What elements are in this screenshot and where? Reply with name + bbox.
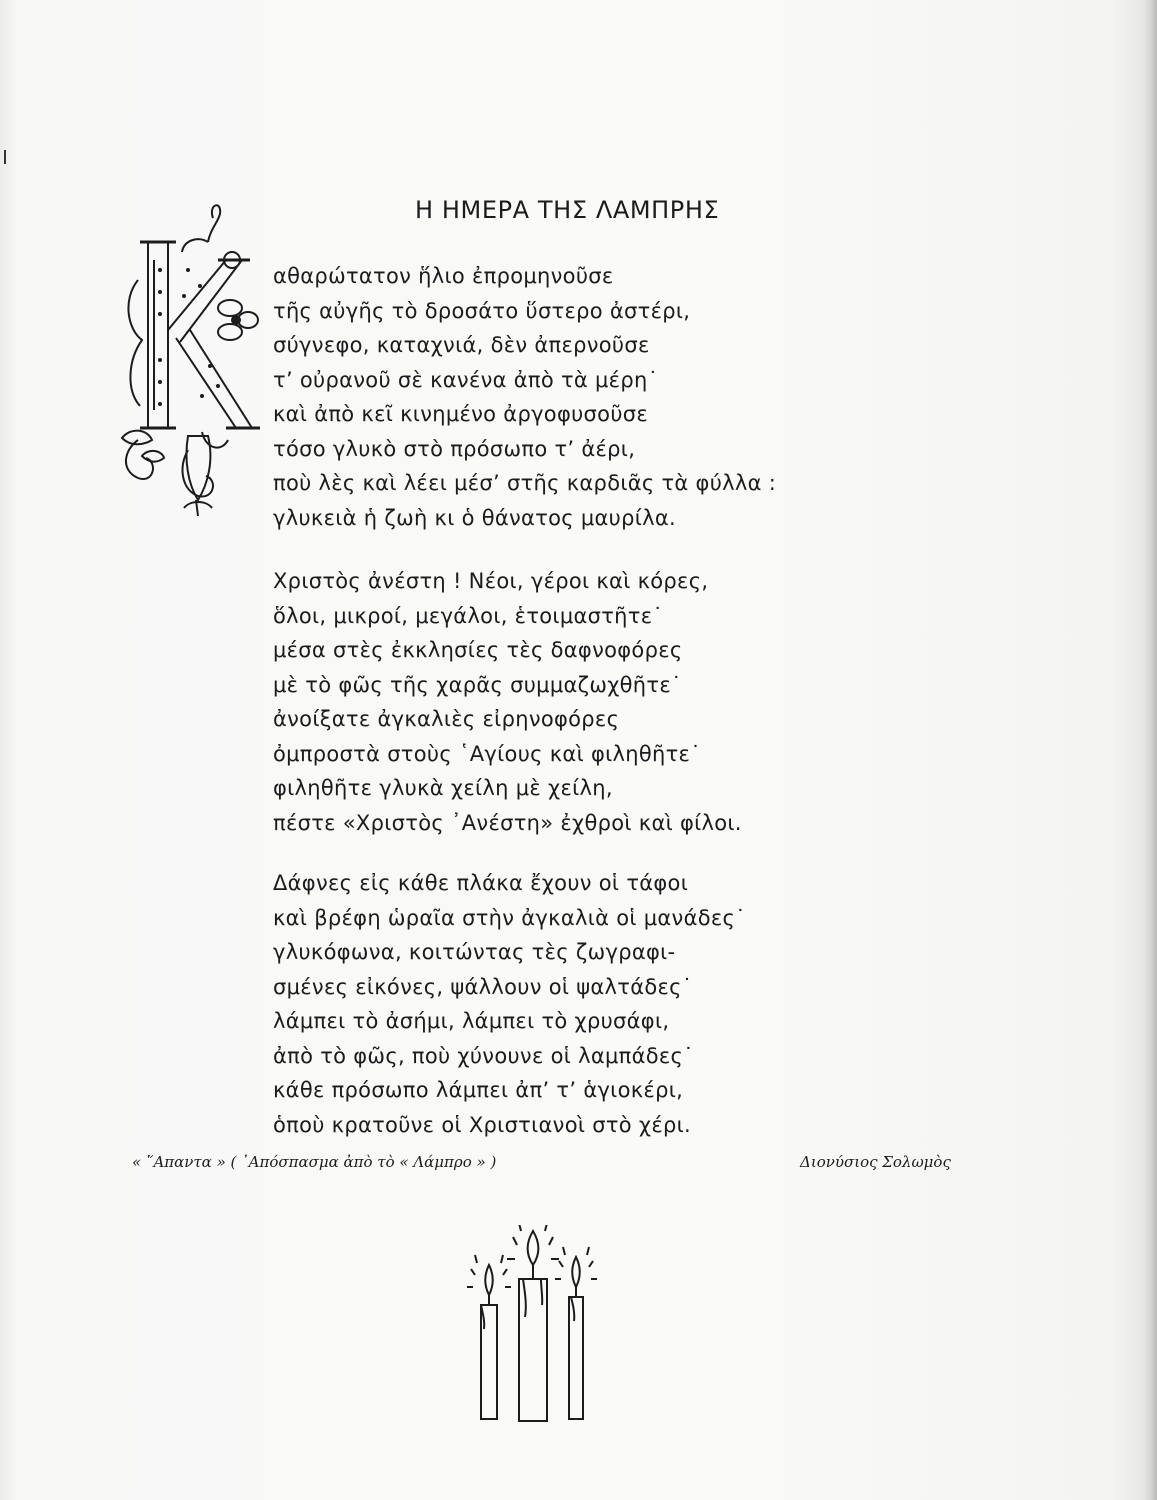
three-candles-icon (455, 1225, 615, 1425)
poem-line: μέσα στὲς ἐκκλησίες τὲς δαφνοφόρες (273, 638, 683, 662)
author-name: Διονύσιος Σολωμὸς (800, 1153, 951, 1171)
stanza-2 (273, 564, 742, 840)
poem-line: ὀμπροστὰ στοὺς ῾Αγίους καὶ φιληθῆτε˙ (273, 741, 702, 766)
poem-title: Η ΗΜΕΡΑ ΤΗΣ ΛΑΜΠΡΗΣ (415, 196, 720, 224)
poem-line: σμένες εἰκόνες, ψάλλουν οἱ ψαλτάδες˙ (273, 974, 693, 999)
poem-line: καὶ βρέφη ὡραῖα στὴν ἀγκαλιὰ οἱ μανάδες˙ (273, 905, 746, 930)
page-edge-shadow (1143, 0, 1157, 1500)
ornamental-initial-k-icon (118, 200, 263, 520)
poem-line: ἀνοίξατε ἀγκαλιὲς εἰρηνοφόρες (273, 707, 620, 731)
poem-line: ποὺ λὲς καὶ λέει μέσ’ στῆς καρδιᾶς τὰ φύλλα : (273, 471, 777, 495)
poem-line: ὁποὺ κρατοῦνε οἱ Χριστιανοὶ στὸ χέρι. (273, 1112, 691, 1137)
stanza-3 (273, 866, 746, 1142)
poem-line: μὲ τὸ φῶς τῆς χαρᾶς συμμαζωχθῆτε˙ (273, 672, 682, 697)
poem-line: γλυκειὰ ἡ ζωὴ κι ὁ θάνατος μαυρίλα. (273, 505, 677, 530)
poem-line: τόσο γλυκὸ στὸ πρόσωπο τ’ ἀέρι, (273, 436, 636, 461)
poem-line: τ’ οὐρανοῦ σὲ κανένα ἀπὸ τὰ μέρη˙ (273, 367, 659, 392)
source-citation: « ῞Απαντα » ( ᾿Απόσπασμα ἀπὸ τὸ « Λάμπρο » ) (132, 1153, 497, 1171)
margin-mark (4, 150, 6, 164)
poem-line: καὶ ἀπὸ κεῖ κινημένο ἀργοφυσοῦσε (273, 402, 649, 426)
poem-line: φιληθῆτε γλυκὰ χείλη μὲ χείλη, (273, 776, 613, 800)
poem-line: γλυκόφωνα, κοιτώντας τὲς ζωγραφι- (273, 940, 676, 964)
poem-line: Χριστὸς ἀνέστη ! Νέοι, γέροι καὶ κόρες, (273, 569, 709, 593)
poem-line: πέστε «Χριστὸς ᾿Ανέστη» ἐχθροὶ καὶ φίλοι. (273, 810, 742, 835)
stanza-1 (273, 259, 776, 535)
poem-line: Δάφνες εἰς κάθε πλάκα ἔχουν οἱ τάφοι (273, 871, 689, 895)
poem-line: κάθε πρόσωπο λάμπει ἀπ’ τ’ ἁγιοκέρι, (273, 1078, 684, 1102)
poem-line: αθαρώτατον ἥλιο ἐπρομηνοῦσε (273, 264, 614, 288)
poem-line: τῆς αὐγῆς τὸ δροσάτο ὕστερο ἀστέρι, (273, 298, 691, 323)
poem-line: ὅλοι, μικροί, μεγάλοι, ἑτοιμαστῆτε˙ (273, 603, 664, 628)
poem-line: λάμπει τὸ ἀσήμι, λάμπει τὸ χρυσάφι, (273, 1009, 670, 1033)
poem-line: ἀπὸ τὸ φῶς, ποὺ χύνουνε οἱ λαμπάδες˙ (273, 1043, 694, 1068)
poem-line: σύγνεφο, καταχνιά, δὲν ἀπερνοῦσε (273, 333, 650, 357)
